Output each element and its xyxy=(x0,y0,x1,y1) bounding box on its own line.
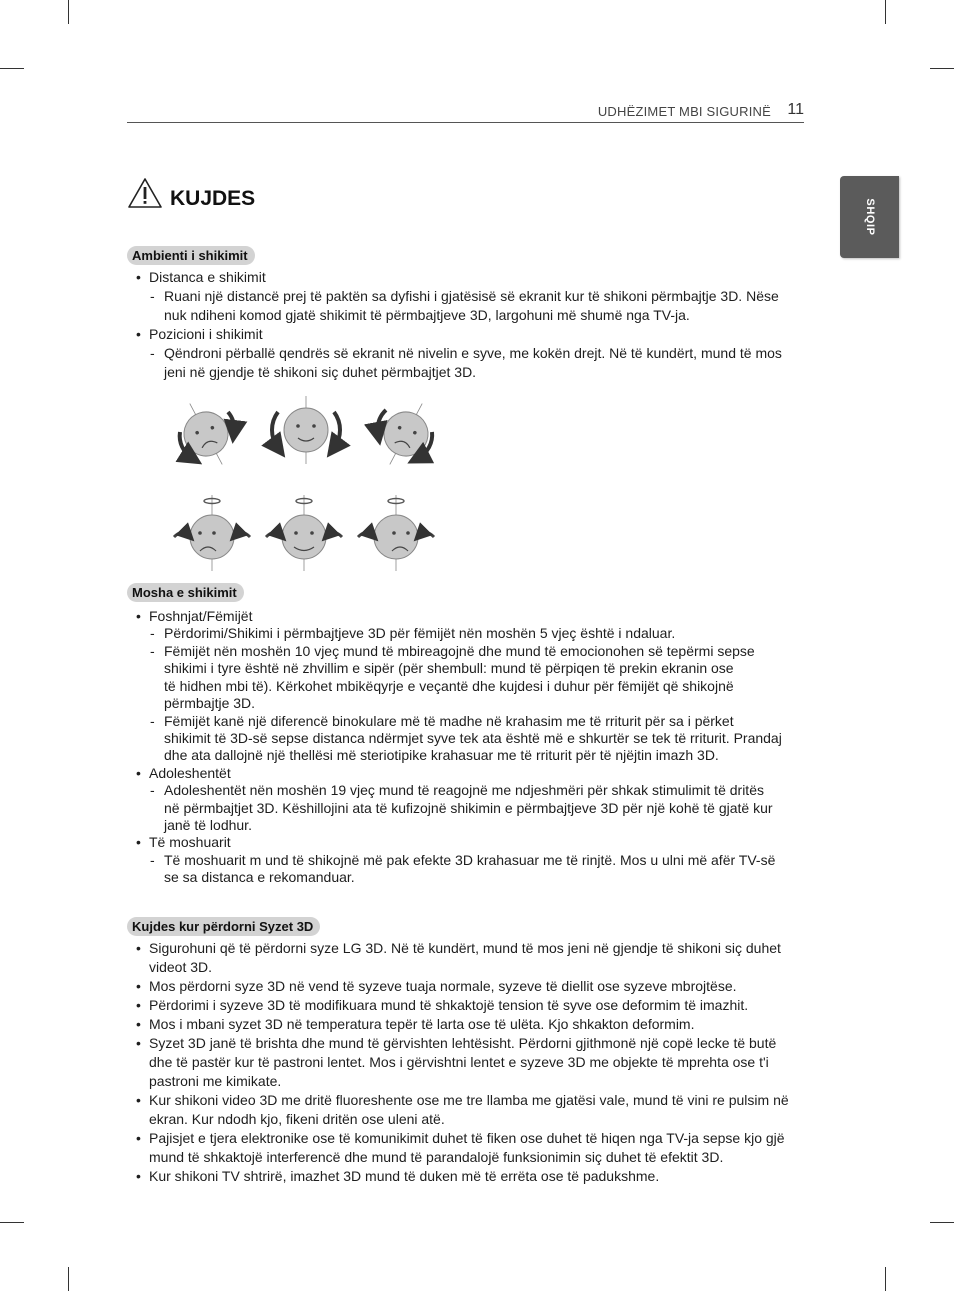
detail-line: nuk ndiheni komod gjatë shikimit të përmbajtjeve 3D, largohuni më shumë nga TV-ja. xyxy=(164,307,690,323)
glasses-bullet: • Kur shikoni video 3D me dritë fluoreshente ose me tre llamba me gjatësi vale, mund të vini re pulsim në xyxy=(149,1091,789,1110)
glasses-bullet-cont: dhe të pastër kur të pastroni lentet. Mos i gërvishtni lentet e syzeve 3D me objekte të mprehta ose t'i xyxy=(149,1054,769,1070)
glasses-bullet: • Përdorimi i syzeve 3D të modifikuara mund të shkaktojë tension të syve ose deformim të imazhit. xyxy=(149,996,748,1015)
glasses-bullet-cont: mund të shkaktojë interferencë dhe mund të parandalojë funksionimin siç duhet të efektit 3D. xyxy=(149,1149,724,1165)
frown-face-icon xyxy=(358,495,434,571)
bullet-children: • Foshnjat/Fëmijët xyxy=(149,607,252,626)
detail-line: dhe ata dallojnë një thellësi më steriotipike krahasuar me të rriturit për të njëjtin imazh 3D. xyxy=(164,747,719,763)
crop-mark xyxy=(930,1222,954,1223)
section-heading-glasses-care: Kujdes kur përdorni Syzet 3D xyxy=(127,917,320,936)
bullet-viewing-distance: • Distanca e shikimit xyxy=(149,268,266,287)
frown-face-icon xyxy=(375,395,438,473)
warning-triangle-icon xyxy=(127,177,163,209)
detail-line: - Ruani një distancë prej të paktën sa dyfishi i gjatësisë së ekranit kur të shikoni përmbajtje 3D. Nëse xyxy=(164,287,779,306)
caution-title: KUJDES xyxy=(170,187,256,210)
detail-line: janë të lodhur. xyxy=(164,817,252,833)
detail-line: shikimi i tyre është në zhvillim e sipër (për shembull: mund të përpiqen të prekin ekranin ose xyxy=(164,660,734,676)
detail-line: - Qëndroni përballë qendrës së ekranit në nivelin e syve, me kokën drejt. Në të kundërt, mund të mos xyxy=(164,344,782,363)
crop-mark xyxy=(885,1267,886,1291)
bullet-viewing-position: • Pozicioni i shikimit xyxy=(149,325,263,344)
crop-mark xyxy=(885,0,886,24)
detail-line: - Fëmijët nën moshën 10 vjeç mund të mbireagojnë dhe mund të emocionohen së tepërmi sepse xyxy=(164,642,755,661)
detail-line: jeni në gjendje të shikoni siç duhet përmbajtjet 3D. xyxy=(164,364,477,380)
crop-mark xyxy=(68,0,69,24)
detail-line: në përmbajtjet 3D. Këshillojini ata të kufizojnë shikimin e përmbajtjeve 3D për një kohë të gjatë kur xyxy=(164,800,773,816)
head-position-illustration xyxy=(150,392,450,582)
bullet-elderly: • Të moshuarit xyxy=(149,833,231,852)
detail-line: shikimit të 3D-së sepse distanca ndërmjet syve tek ata është më e shkurtër se tek të rriturit. Prandaj xyxy=(164,730,782,746)
smile-face-icon xyxy=(266,495,342,571)
detail-line: - Adoleshentët nën moshën 19 vjeç mund të reagojnë me ndjeshmëri për shkak stimulimit të dritës xyxy=(164,781,764,800)
language-tab xyxy=(840,176,899,258)
detail-line: se sa distanca e rekomanduar. xyxy=(164,869,355,885)
glasses-bullet: • Syzet 3D janë të brishta dhe mund të gërvishten lehtësisht. Përdorni gjithmonë një copë lecke të butë xyxy=(149,1034,776,1053)
header-section-title: UDHËZIMET MBI SIGURINË xyxy=(597,104,771,119)
crop-mark xyxy=(68,1267,69,1291)
glasses-bullet-cont: pastroni me kimikate. xyxy=(149,1073,282,1089)
glasses-bullet: • Sigurohuni që të përdorni syze LG 3D. Në të kundërt, mund të mos jeni në gjendje të shikoni siç duhet xyxy=(149,939,781,958)
detail-line: - Fëmijët kanë një diferencë binokulare më të madhe në krahasim me të rriturit për sa i përket xyxy=(164,712,734,731)
glasses-bullet: • Kur shikoni TV shtrirë, imazhet 3D mund të duken më të errëta ose të padukshme. xyxy=(149,1167,659,1186)
running-header xyxy=(127,100,804,123)
section-heading-viewing-age: Mosha e shikimit xyxy=(127,583,244,602)
crop-mark xyxy=(0,68,24,69)
frown-face-icon xyxy=(175,395,238,473)
language-tab-label: SHQIP xyxy=(863,198,876,236)
glasses-bullet-cont: ekran. Kur ndodh kjo, fikeni dritën ose uleni atë. xyxy=(149,1111,445,1127)
glasses-bullet: • Mos i mbani syzet 3D në temperatura tepër të larta ose të ulëta. Kjo shkakton deformim. xyxy=(149,1015,694,1034)
bullet-adolescents: • Adoleshentët xyxy=(149,764,231,783)
detail-line: të hidhen mbi të). Kërkohet mbikëqyrje e veçantë dhe kujdesi i duhur për fëmijët që shikojnë xyxy=(164,678,734,694)
crop-mark xyxy=(930,68,954,69)
detail-line: - Përdorimi/Shikimi i përmbajtjeve 3D për fëmijët nën moshën 5 vjeç është i ndaluar. xyxy=(164,624,675,643)
section-heading-viewing-environment: Ambienti i shikimit xyxy=(127,246,255,265)
glasses-bullet: • Pajisjet e tjera elektronike ose të komunikimit duhet të fiken ose duhet të hiqen nga TV-ja sepse kjo gjë xyxy=(149,1129,785,1148)
glasses-bullet: • Mos përdorni syze 3D në vend të syzeve tuaja normale, syzeve të diellit ose syzeve mbrojtëse. xyxy=(149,977,737,996)
detail-line: përmbajtje 3D. xyxy=(164,695,256,711)
frown-face-icon xyxy=(174,495,250,571)
glasses-bullet-cont: videot 3D. xyxy=(149,959,213,975)
page-number: 11 xyxy=(787,101,804,118)
smile-face-icon xyxy=(284,396,328,464)
detail-line: - Të moshuarit m und të shikojnë më pak efekte 3D krahasuar me të rinjtë. Mos u ulni më afër TV-së xyxy=(164,851,775,870)
crop-mark xyxy=(0,1222,24,1223)
